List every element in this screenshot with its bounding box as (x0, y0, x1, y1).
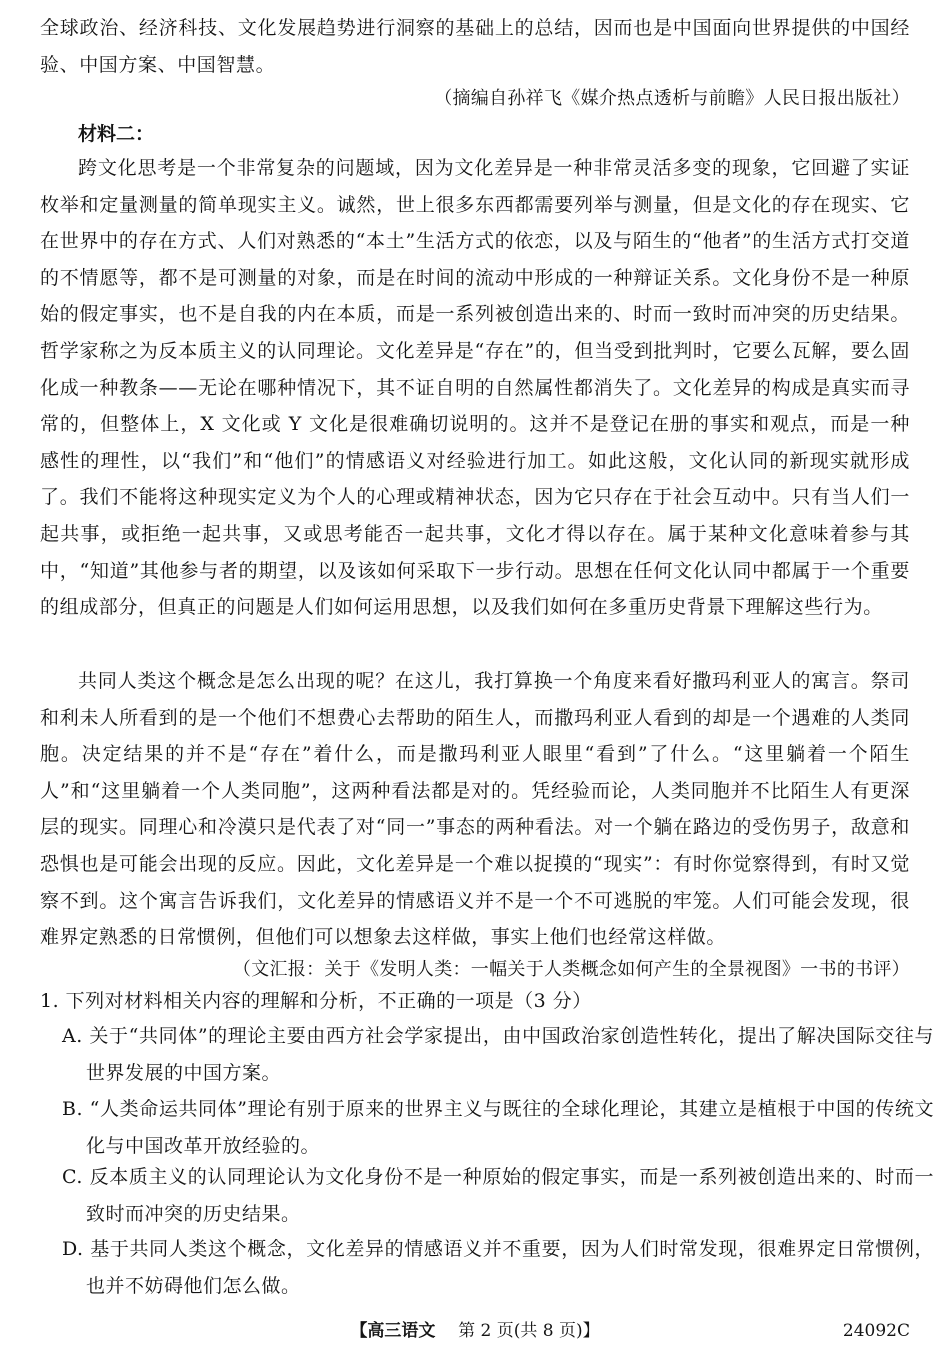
material-one-source: （摘编自孙祥飞《媒介热点透析与前瞻》人民日报出版社） (434, 88, 910, 109)
footer-subject: 【高三语文 (350, 1321, 436, 1341)
material-one-ending-paragraph: 全球政治、经济科技、文化发展趋势进行洞察的基础上的总结，因而也是中国面向世界提供的中国经验、中国方案、中国智慧。 (40, 17, 910, 76)
question-1-option-d: D. 基于共同人类这个概念，文化差异的情感语义并不重要，因为人们时常发现，很难界定日常惯例，也并不妨碍他们怎么做。 (62, 1238, 934, 1297)
question-1-option-b: B. “人类命运共同体”理论有别于原来的世界主义与既往的全球化理论，其建立是植根于中国的传统文化与中国改革开放经验的。 (62, 1098, 934, 1157)
material-two-paragraph-2: 共同人类这个概念是怎么出现的呢？在这儿，我打算换一个角度来看好撒玛利亚人的寓言。祭司和利未人所看到的是一个他们不想费心去帮助的陌生人，而撒玛利亚人看到的却是一个遇难的人类同胞。决定结果的并不是“存在”着什么，而是撒玛利亚人眼里“看到”了什么。“这里躺着一个陌生人”和“这里躺着一个人类同胞”，这两种看法都是对的。凭经验而论，人类同胞并不比陌生人有更深层的现实。同理心和冷漠只是代表了对“同一”事态的两种看法。对一个躺在路边的受伤男子，敌意和恐惧也是可能会出现的反应。因此，文化差异是一个难以捉摸的“现实”：有时你觉察得到，有时又觉察不到。这个寓言告诉我们，文化差异的情感语义并不是一个不可逃脱的牢笼。人们可能会发现，很难界定熟悉的日常惯例，但他们可以想象去这样做，事实上他们也经常这样做。 (40, 670, 910, 949)
footer-page-info: 第 2 页(共 8 页)】 (458, 1321, 600, 1341)
question-1-option-c: C. 反本质主义的认同理论认为文化身份不是一种原始的假定事实，而是一系列被创造出来的、时而一致时而冲突的历史结果。 (62, 1166, 934, 1225)
footer-exam-code: 24092C (842, 1321, 910, 1341)
footer-page-label (0, 1318, 950, 1344)
page-footer (0, 1318, 950, 1344)
question-1-stem: 1. 下列对材料相关内容的理解和分析，不正确的一项是（3 分） (40, 990, 592, 1012)
material-two-heading: 材料二： (78, 123, 155, 145)
question-1-option-a: A. 关于“共同体”的理论主要由西方社会学家提出，由中国政治家创造性转化，提出了解决国际交往与世界发展的中国方案。 (62, 1025, 934, 1084)
material-two-paragraph-1: 跨文化思考是一个非常复杂的问题域，因为文化差异是一种非常灵活多变的现象，它回避了实证枚举和定量测量的简单现实主义。诚然，世上很多东西都需要列举与测量，但是文化的存在现实、它在世界中的存在方式、人们对熟悉的“本土”生活方式的依恋，以及与陌生的“他者”的生活方式打交道的不情愿等，都不是可测量的对象，而是在时间的流动中形成的一种辩证关系。文化身份不是一种原始的假定事实，也不是自我的内在本质，而是一系列被创造出来的、时而一致时而冲突的历史结果。哲学家称之为反本质主义的认同理论。文化差异是“存在”的，但当受到批判时，它要么瓦解，要么固化成一种教条——无论在哪种情况下，其不证自明的自然属性都消失了。文化差异的构成是真实而寻常的，但整体上，X 文化或 Y 文化是很难确切说明的。这并不是登记在册的事实和观点，而是一种感性的理性，以“我们”和“他们”的情感语义对经验进行加工。如此这般，文化认同的新现实就形成了。我们不能将这种现实定义为个人的心理或精神状态，因为它只存在于社会互动中。只有当人们一起共事，或拒绝一起共事，又或思考能否一起共事，文化才得以存在。属于某种文化意味着参与其中，“知道”其他参与者的期望，以及该如何采取下一步行动。思想在任何文化认同中都属于一个重要的组成部分，但真正的问题是人们如何运用思想，以及我们如何在多重历史背景下理解这些行为。 (40, 157, 910, 619)
material-two-source: （文汇报：关于《发明人类：一幅关于人类概念如何产生的全景视图》一书的书评） (232, 959, 910, 980)
